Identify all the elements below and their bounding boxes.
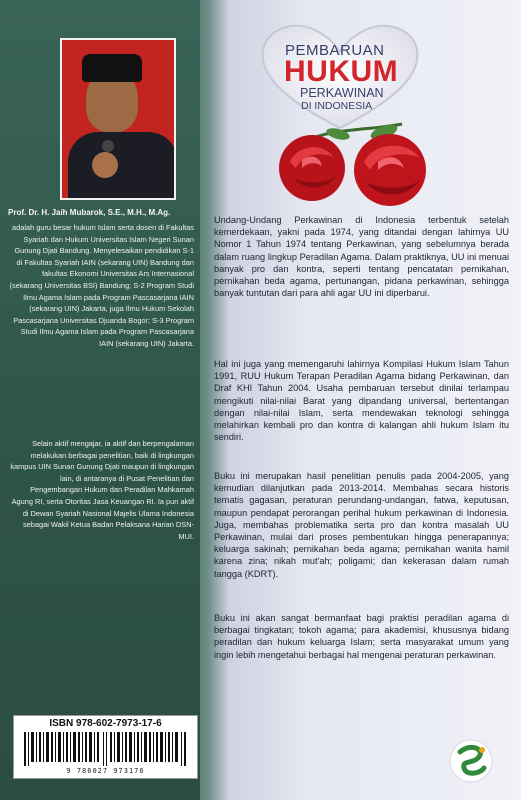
blurb-paragraph-3: Buku ini merupakan hasil penelitian penulis pada 2004-2005, yang kemudian dilanjutkan pada 2013-2014. Membahas secara historis tematis gagasan, peraturan perundang-undangan, fatwa, keputusan, maupun pendapat perorangan perihal hukum perkawinan di Indonesia. Juga, membahas problematika serta pro dan kontra masalah UU Perkawinan, mulai dari proses pembentukan hingga penerapannya; keluarga sakinah; pernikahan beda agama; pernikahan wanita hamil karena zina; nikah mut'ah; poligami; dan kekerasan dalam rumah tangga (KDRT). <box>214 471 509 579</box>
author-panel <box>0 0 200 800</box>
cover-title-line2: HUKUM <box>284 55 399 88</box>
author-bio: adalah guru besar hukum Islam serta dosen di Fakultas Syariah dan Hukum Universitas Islam Negeri Sunan Gunung Djati Bandung. Menyelesaikan pendidikan S-1 di Fakultas Syariah IAIN (sekarang UIN) Bandung dan fakultas Ekonomi Universitas Ars Internasional (sekarang Universitas BSI) Bandung; S-2 Program Studi Ilmu Agama Islam pada Program Pascasarjana IAIN (sekarang UIN) Jakarta, juga Ilmu Hukum Sekolah Pascasarjana Universitas Djuanda Bogor; S-3 Program Studi Ilmu Agama Islam pada Program Pascasarjana IAIN (sekarang UIN) Jakarta. <box>9 223 194 348</box>
roses-icon <box>272 118 442 210</box>
barcode-digits: 9 786027 973176 <box>66 767 145 775</box>
isbn-barcode <box>13 715 198 779</box>
blurb-paragraph-2: Hal ini juga yang memengaruhi lahirnya Kompilasi Hukum Islam Tahun 1991, RUU Hukum Terapan Peradilan Agama bidang Perkawinan, dan Draf KHI Tahun 2004. Usaha pembaruan tersebut dinilai terlampau mengikuti nilai-nilai Barat yang dipandang universal, bertentangan dengan nilai-nilai Islam, serta mendewakan teknologi sehingga melahirkan kembali pro dan kontra di kalangan ahli hukum Islam itu sendiri. <box>214 359 509 443</box>
isbn-label: ISBN 978-602-7973-17-6 <box>49 718 162 729</box>
publisher-logo-icon <box>448 738 494 784</box>
blurb-paragraph-4: Buku ini akan sangat bermanfaat bagi praktisi peradilan agama di berbagai tingkatan; tokoh agama; para akademisi, khususnya bidang peradilan dan hukum keluarga Islam; serta masyarakat umum yang ingin lebih mengetahui berbagai hal mengenai peraturan perkawinan. <box>214 613 509 660</box>
author-photo <box>60 38 176 200</box>
cover-title-line4: DI INDONESIA <box>301 100 373 112</box>
cover-title-line1: PEMBARUAN <box>285 42 385 59</box>
author-bio-activities: Selain aktif mengajar, ia aktif dan berpengalaman melakukan berbagai penelitian, baik di lingkungan kampus UIN Sunan Gunung Djati maupun di lingkungan lain, di antaranya di Pusat Penelitian dan Pengembangan Hukum dan Peradilan Mahkamah Agung RI, serta Otoritas Jasa Keuangan RI. Ia pun aktif di Dewan Syariah Nasional Majelis Ulama Indonesia sebagai Wakil Ketua Badan Pelaksana Harian DSN-MUI. <box>10 439 194 541</box>
barcode-icon <box>24 732 189 766</box>
cover-title-line3: PERKAWINAN <box>300 86 384 100</box>
blurb-paragraph-1: Undang-Undang Perkawinan di Indonesia terbentuk setelah kemerdekaan, yakni pada 1974, yang ditandai dengan lahirnya UU Nomor 1 Tahun 1974 tentang Perkawinan, yang sebelumnya berada dalam ruang lingkup Peradilan Agama. Dalam praktiknya, UU ini menuai banyak pro dan kontra, seperti tentang pencatatan pernikahan, pernikahan beda agama, pertunangan, pidana perkawinan, sehingga banyak tuntutan dari para ahli agar UU ini diperbarui. <box>214 215 509 299</box>
author-name: Prof. Dr. H. Jaih Mubarok, S.E., M.H., M.Ag. <box>8 208 171 217</box>
